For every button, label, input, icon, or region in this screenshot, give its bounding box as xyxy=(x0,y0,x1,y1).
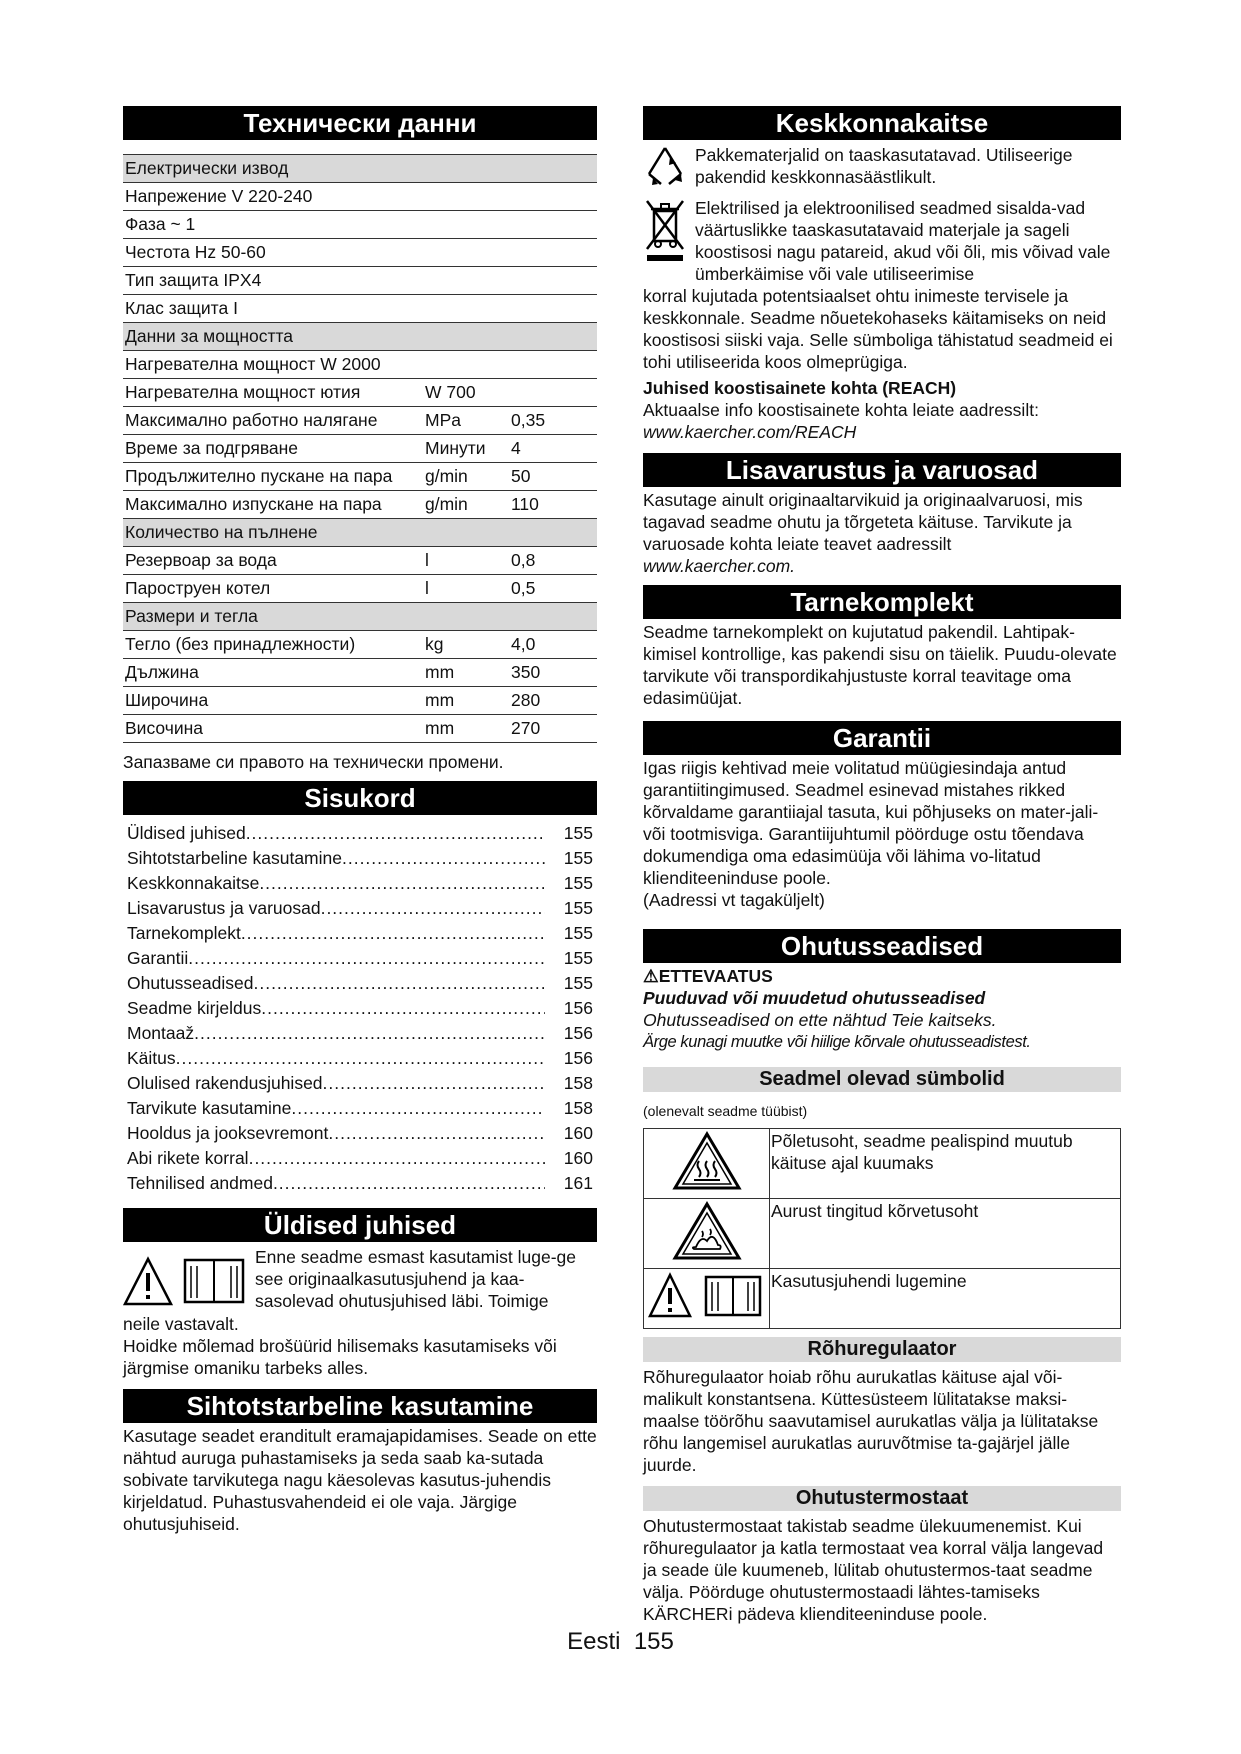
tech-cell-unit xyxy=(423,183,509,211)
toc-item-page: 155 xyxy=(563,898,593,918)
general-text-3: Hoidke mõlemad brošüürid hilisemaks kasutamiseks või järgmise omaniku tarbeks alles. xyxy=(123,1336,557,1378)
tech-group-row xyxy=(123,519,597,547)
tech-cell-unit: mm xyxy=(423,659,509,687)
reach-title: Juhised koostisainete kohta (REACH) xyxy=(643,378,957,398)
tech-group-label: Данни за мощността xyxy=(123,323,597,351)
tech-cell-unit: mm xyxy=(423,715,509,743)
weee-text-b: korral kujutada potentsiaalset ohtu inimeste tervisele ja keskkonnale. Seadme nõuetekohaseks käitamiseks on neid koostisosi siiski vaja. Selle sümboliga tähistatud seadmeid ei tohi utiliseerida koos olmeprügiga. xyxy=(643,286,1113,372)
tech-row xyxy=(123,351,597,379)
toc-item-title: Tarnekomplekt xyxy=(127,923,241,943)
toc-dot-leader xyxy=(188,946,545,971)
page-footer xyxy=(0,1628,1241,1656)
tech-row xyxy=(123,491,597,519)
toc-item-page: 160 xyxy=(563,1148,593,1168)
toc-item-title: Üldised juhised xyxy=(127,823,246,843)
thermostat-header: Ohutustermostaat xyxy=(643,1486,1121,1511)
toc-dot-leader xyxy=(342,846,545,871)
tech-cell-label: Пароструен котел xyxy=(123,575,423,603)
tech-cell-value xyxy=(509,351,597,379)
tech-row xyxy=(123,211,597,239)
thermostat-text: Ohutustermostaat takistab seadme ülekuumenemist. Kui rõhuregulaator ja katla termostaat vea korral välja langevad ja seade üle kuumeneb, lülitab ohutustermos-taat seadme välja. Pöörduge ohutustermostaadi lähtes-tamiseks KÄRCHERi pädeva klienditeeninduse poole. xyxy=(643,1516,1104,1624)
tech-cell-value: 110 xyxy=(509,491,597,519)
scope-header: Tarnekomplekt xyxy=(643,585,1121,619)
scope-text: Seadme tarnekomplekt on kujutatud pakendil. Lahtipak-kimisel kontrollige, kas pakendi sisu on täielik. Puudu-olevate tarvikute või transpordikahjustuste korral teavitage oma edasimüüjat. xyxy=(643,622,1117,708)
accessories-text: Kasutage ainult originaaltarvikuid ja originaalvaruosi, mis tagavad seadme ohutu ja tõrgeteta käituse. Tarvikute ja varuosade kohta leiate teavet aadressilt xyxy=(643,490,1083,554)
toc-item[interactable] xyxy=(127,971,593,996)
tech-cell-value: 270 xyxy=(509,715,597,743)
tech-cell-value: 50 xyxy=(509,463,597,491)
tech-cell-unit: MPa xyxy=(423,407,509,435)
general-header: Üldised juhised xyxy=(123,1208,597,1242)
tech-row xyxy=(123,547,597,575)
left-column xyxy=(123,106,597,1535)
general-block xyxy=(123,1246,597,1313)
toc-item-title: Abi rikete korral xyxy=(127,1148,249,1168)
safety-header: Ohutusseadised xyxy=(643,929,1121,963)
tech-cell-unit: l xyxy=(423,547,509,575)
tech-cell-unit: W 700 xyxy=(423,379,509,407)
tech-cell-unit xyxy=(423,295,509,323)
toc-item-title: Garantii xyxy=(127,948,189,968)
general-text-2: neile vastavalt. xyxy=(123,1314,239,1334)
toc-item-page: 156 xyxy=(563,1048,593,1068)
tech-group-row xyxy=(123,603,597,631)
tech-group-label: Размери и тегла xyxy=(123,603,597,631)
toc-item[interactable] xyxy=(127,1021,593,1046)
toc-item[interactable] xyxy=(127,1146,593,1171)
tech-cell-label: Клас защита I xyxy=(123,295,423,323)
tech-row xyxy=(123,183,597,211)
toc-item[interactable] xyxy=(127,996,593,1021)
intended-use-header: Sihtotstarbeline kasutamine xyxy=(123,1389,597,1423)
warning-triangle-icon: ⚠ xyxy=(643,966,659,986)
tech-cell-label: Нагревателна мощност W 2000 xyxy=(123,351,423,379)
tech-cell-unit xyxy=(423,211,509,239)
tech-cell-value: 0,5 xyxy=(509,575,597,603)
tech-row xyxy=(123,463,597,491)
toc-dot-leader xyxy=(259,871,545,896)
symbols-header: Seadmel olevad sümbolid xyxy=(643,1067,1121,1092)
toc-item[interactable] xyxy=(127,896,593,921)
toc-item-title: Sihtotstarbeline kasutamine xyxy=(127,848,342,868)
toc-dot-leader xyxy=(241,921,545,946)
toc-item-page: 155 xyxy=(563,923,593,943)
tech-cell-label: Максимално изпускане на пара xyxy=(123,491,423,519)
tech-cell-label: Резервоар за вода xyxy=(123,547,423,575)
tech-cell-value xyxy=(509,239,597,267)
toc-item-page: 156 xyxy=(563,998,593,1018)
toc-dot-leader xyxy=(176,1046,545,1071)
toc-dot-leader xyxy=(253,971,545,996)
tech-cell-unit xyxy=(423,267,509,295)
symbol-text-steam: Aurust tingitud kõrvetusoht xyxy=(770,1199,1121,1269)
read-manual-icon xyxy=(648,1272,766,1320)
hot-surface-warning-icon xyxy=(672,1131,742,1191)
safety-warning-title: Puuduvad või muudetud ohutusseadised xyxy=(643,988,986,1008)
safety-warning-line-2: Ärge kunagi muutke või hiilige kõrvale ohutusseadistest. xyxy=(643,1033,1031,1051)
reach-url[interactable]: www.kaercher.com/REACH xyxy=(643,422,857,442)
symbols-table xyxy=(643,1128,1121,1329)
symbol-cell-manual xyxy=(644,1269,770,1329)
symbol-cell-hot xyxy=(644,1129,770,1199)
tech-cell-label: Напрежение V 220-240 xyxy=(123,183,423,211)
toc-item-page: 155 xyxy=(563,823,593,843)
toc-item-title: Olulised rakendusjuhised xyxy=(127,1073,323,1093)
accessories-url[interactable]: www.kaercher.com. xyxy=(643,556,796,576)
regulator-text: Rõhuregulaator hoiab rõhu aurukatlas käituse ajal või-malikult konstantsena. Küttesüsteem lülitatakse maksi-maalse töörõhu saavutamisel aurukatlas välja ja lülitatakse rõhu langemisel aurukatlas auruvõtmise ta-gajärjel jälle juurde. xyxy=(643,1367,1099,1475)
tech-cell-label: Дължина xyxy=(123,659,423,687)
tech-cell-unit xyxy=(423,351,509,379)
tech-row xyxy=(123,407,597,435)
toc-item-page: 155 xyxy=(563,873,593,893)
tech-row xyxy=(123,239,597,267)
tech-row xyxy=(123,659,597,687)
toc-item-page: 160 xyxy=(563,1123,593,1143)
toc-item[interactable] xyxy=(127,1121,593,1146)
tech-row xyxy=(123,267,597,295)
warning-label-text: ETTEVAATUS xyxy=(658,966,773,986)
toc-item-title: Tehnilised andmed xyxy=(127,1173,273,1193)
symbol-text-hot: Põletusoht, seadme pealispind muutub käituse ajal kuumaks xyxy=(770,1129,1121,1199)
toc-item[interactable] xyxy=(127,921,593,946)
safety-warning-label xyxy=(643,965,1121,987)
toc-dot-leader xyxy=(249,1146,545,1171)
symbol-cell-steam xyxy=(644,1199,770,1269)
tech-row xyxy=(123,687,597,715)
regulator-header: Rõhuregulaator xyxy=(643,1337,1121,1362)
recycle-icon xyxy=(643,144,687,188)
tech-group-row xyxy=(123,155,597,183)
intended-use-text: Kasutage seadet eranditult eramajapidamises. Seade on ette nähtud auruga puhastamiseks ja seda saab ka-sutada sobivate tarvikutega nagu käesolevas kasutus-juhendis kirjeldatud. Puhastusvahendeid ei ole vaja. Järgige ohutusjuhiseid. xyxy=(123,1426,597,1534)
toc-item[interactable] xyxy=(127,1046,593,1071)
tech-cell-label: Широчина xyxy=(123,687,423,715)
tech-cell-unit: l xyxy=(423,575,509,603)
tech-cell-label: Фаза ~ 1 xyxy=(123,211,423,239)
weee-icon-wrap xyxy=(643,197,695,285)
reach-text: Aktuaalse info koostisainete kohta leiate aadressilt: xyxy=(643,400,1039,420)
toc-item-title: Seadme kirjeldus xyxy=(127,998,262,1018)
toc-item-title: Keskkonnakaitse xyxy=(127,873,260,893)
recycle-block xyxy=(643,144,1121,193)
tech-cell-unit: g/min xyxy=(423,463,509,491)
toc-item-page: 158 xyxy=(563,1073,593,1093)
crossed-bin-icon xyxy=(643,197,687,263)
toc-item-title: Ohutusseadised xyxy=(127,973,254,993)
toc-dot-leader xyxy=(261,996,545,1021)
tech-cell-value: 4,0 xyxy=(509,631,597,659)
tech-row xyxy=(123,575,597,603)
right-column xyxy=(643,106,1121,1625)
safety-warning-line-1: Ohutusseadised on ette nähtud Teie kaitseks. xyxy=(643,1010,997,1030)
tech-row xyxy=(123,295,597,323)
toc-item-title: Hooldus ja jooksevremont xyxy=(127,1123,329,1143)
tech-cell-unit: mm xyxy=(423,687,509,715)
tech-data-table xyxy=(123,154,597,743)
tech-cell-label: Височина xyxy=(123,715,423,743)
toc-item[interactable] xyxy=(127,846,593,871)
accessories-header: Lisavarustus ja varuosad xyxy=(643,453,1121,487)
tech-group-row xyxy=(123,323,597,351)
toc-item[interactable] xyxy=(127,821,593,846)
toc-item-page: 155 xyxy=(563,948,593,968)
tech-row xyxy=(123,379,597,407)
tech-cell-unit xyxy=(423,239,509,267)
toc-item-page: 155 xyxy=(563,973,593,993)
tech-cell-value: 350 xyxy=(509,659,597,687)
warranty-text: Igas riigis kehtivad meie volitatud müügiesindaja antud garantiitingimused. Seadmel esinevad mistahes rikked kõrvaldame garantiiajal tasuta, kui põhjuseks on mater-jali- või tootmisviga. Garantiijuhtumil pöörduge ostu tõendava dokumendiga oma edasimüüja või lähima vo-litatud klienditeeninduse poole. xyxy=(643,758,1099,888)
tech-cell-unit: Минути xyxy=(423,435,509,463)
general-text-1: Enne seadme esmast kasutamist luge-ge see originaalkasutusjuhend ja kaa-sasolevad ohutusjuhised läbi. Toimige xyxy=(255,1247,576,1311)
tech-note: Запазваме си правото на технически промени. xyxy=(123,752,504,772)
table-of-contents xyxy=(123,821,597,1196)
toc-dot-leader xyxy=(291,1096,545,1121)
symbols-note: (olenevalt seadme tüübist) xyxy=(643,1103,808,1119)
toc-item[interactable] xyxy=(127,1096,593,1121)
tech-data-header: Технически данни xyxy=(123,106,597,140)
toc-item-title: Lisavarustus ja varuosad xyxy=(127,898,321,918)
tech-cell-value xyxy=(509,211,597,239)
toc-item-title: Montaaž xyxy=(127,1023,195,1043)
tech-cell-label: Честота Hz 50-60 xyxy=(123,239,423,267)
warranty-header: Garantii xyxy=(643,721,1121,755)
toc-item-page: 156 xyxy=(563,1023,593,1043)
toc-dot-leader xyxy=(321,896,545,921)
warranty-address: (Aadressi vt tagaküljelt) xyxy=(643,890,825,910)
footer-language: Eesti xyxy=(567,1628,621,1655)
toc-item-page: 161 xyxy=(563,1173,593,1193)
tech-cell-label: Тип защита IPX4 xyxy=(123,267,423,295)
toc-item-title: Tarvikute kasutamine xyxy=(127,1098,292,1118)
recycle-icon-wrap xyxy=(643,144,695,193)
toc-item[interactable] xyxy=(127,1071,593,1096)
tech-row xyxy=(123,631,597,659)
toc-item[interactable] xyxy=(127,871,593,896)
toc-header: Sisukord xyxy=(123,781,597,815)
weee-block xyxy=(643,197,1121,285)
toc-item-page: 158 xyxy=(563,1098,593,1118)
toc-item-page: 155 xyxy=(563,848,593,868)
symbol-text-manual: Kasutusjuhendi lugemine xyxy=(770,1269,1121,1329)
tech-cell-unit: g/min xyxy=(423,491,509,519)
tech-cell-value xyxy=(509,295,597,323)
tech-cell-value: 0,35 xyxy=(509,407,597,435)
toc-item-title: Käitus xyxy=(127,1048,176,1068)
tech-cell-label: Тегло (без принадлежности) xyxy=(123,631,423,659)
tech-group-label: Количество на пълнене xyxy=(123,519,597,547)
toc-dot-leader xyxy=(194,1021,545,1046)
steam-scald-warning-icon xyxy=(672,1201,742,1261)
tech-cell-label: Максимално работно налягане xyxy=(123,407,423,435)
toc-item[interactable] xyxy=(127,1171,593,1196)
toc-dot-leader xyxy=(323,1071,545,1096)
tech-cell-value: 280 xyxy=(509,687,597,715)
tech-cell-label: Продължително пускане на пара xyxy=(123,463,423,491)
toc-dot-leader xyxy=(246,821,545,846)
weee-text-a: Elektrilised ja elektroonilised seadmed sisalda-vad väärtuslikke taaskasutatavaid materjale ja sageli koostisosi nagu patareid, akud või õli, mis võivad vale ümberkäimise või vale utiliseerimise xyxy=(695,198,1111,284)
tech-cell-label: Време за подгряване xyxy=(123,435,423,463)
read-manual-icon xyxy=(123,1256,251,1308)
environment-header: Keskkonnakaitse xyxy=(643,106,1121,140)
tech-cell-value: 0,8 xyxy=(509,547,597,575)
toc-dot-leader xyxy=(328,1121,545,1146)
tech-cell-value xyxy=(509,183,597,211)
toc-dot-leader xyxy=(273,1171,545,1196)
general-icons xyxy=(123,1246,255,1313)
recycle-text: Pakkematerjalid on taaskasutatavad. Utiliseerige pakendid keskkonnasäästlikult. xyxy=(695,145,1073,187)
footer-page-number: 155 xyxy=(633,1628,674,1655)
tech-row xyxy=(123,435,597,463)
tech-cell-value xyxy=(509,379,597,407)
tech-cell-unit: kg xyxy=(423,631,509,659)
toc-item[interactable] xyxy=(127,946,593,971)
tech-cell-value xyxy=(509,267,597,295)
tech-group-label: Електрически извод xyxy=(123,155,597,183)
tech-row xyxy=(123,715,597,743)
tech-cell-label: Нагревателна мощност ютия xyxy=(123,379,423,407)
tech-cell-value: 4 xyxy=(509,435,597,463)
